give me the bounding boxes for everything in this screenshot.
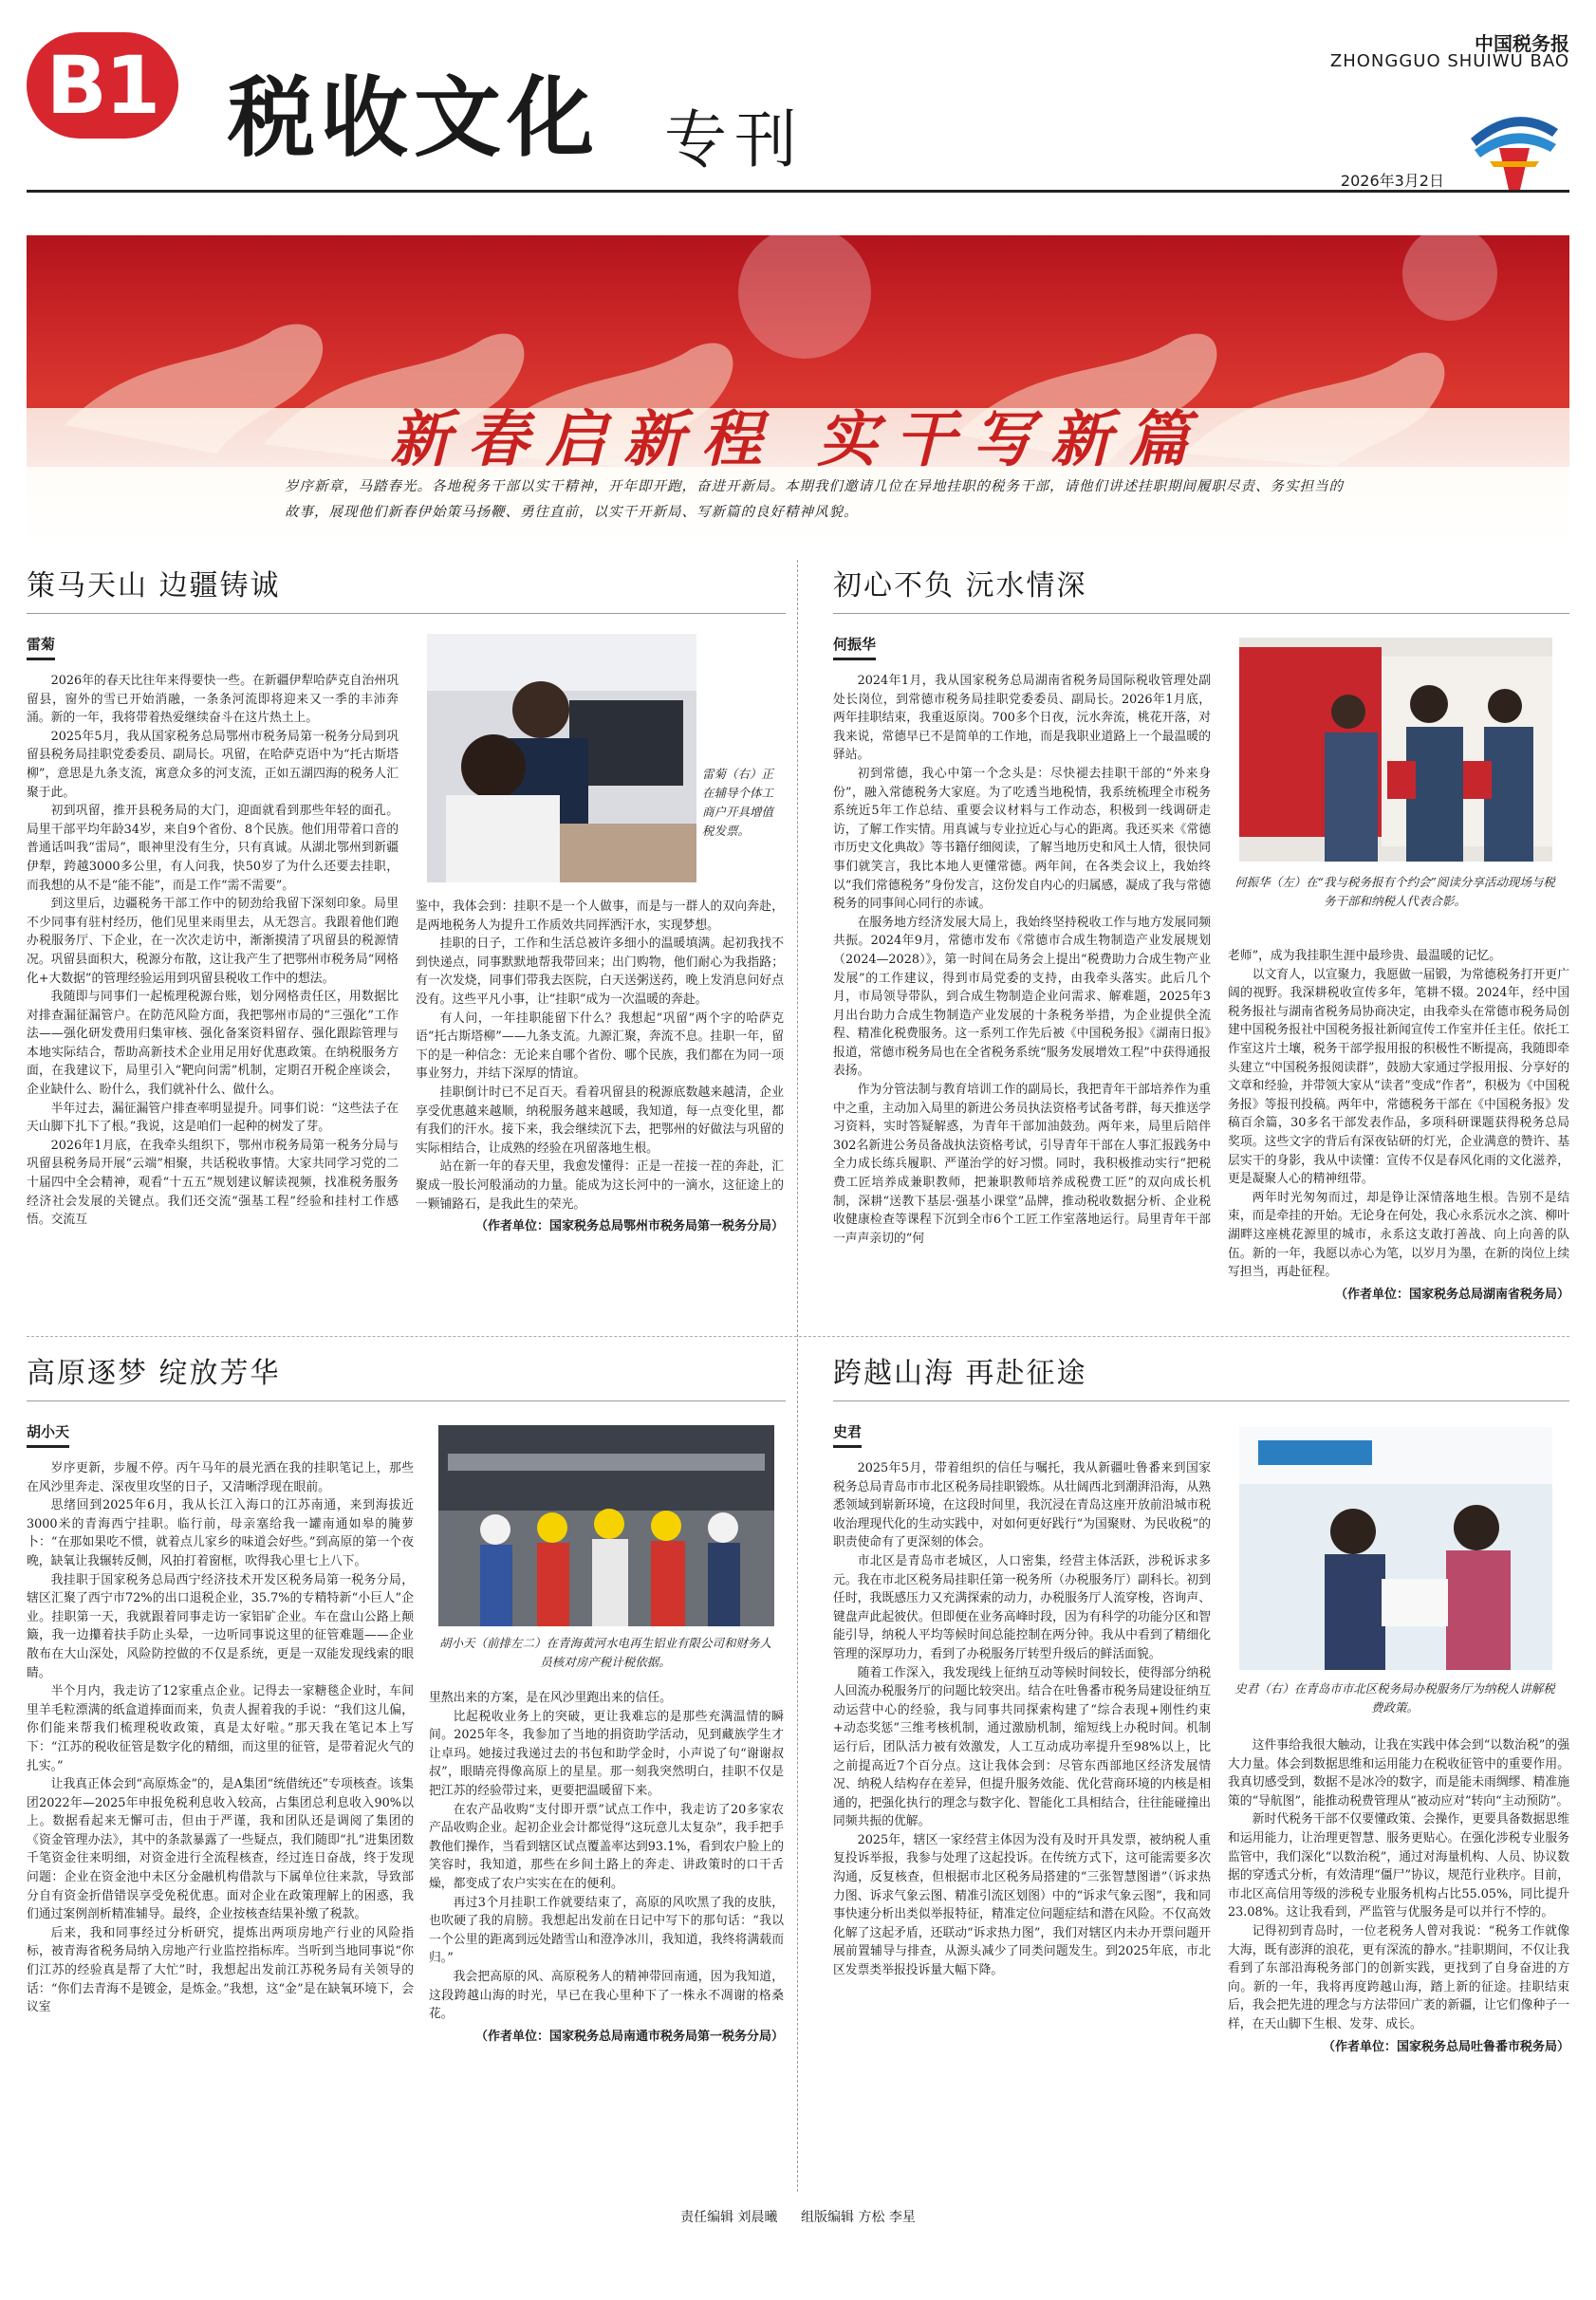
article-title: 策马天山 边疆铸诚 [27,569,281,603]
page-code-badge: B1 [27,32,178,139]
article-photo [427,634,696,882]
title-rule [833,613,1569,614]
article-column [27,1459,414,2017]
paragraph: 2026年1月底，在我牵头组织下，鄂州市税务局第一税务分局与巩留县税务局开展“云端”相聚，共话税收事情。大家共同学习党的二十届四中全会精神，观看“十五五”规划建议解读视频，找准税务服务经济社会发展的关键点。我们还交流“强基工程”经验和挂村工作感悟。交流互 [27,1138,399,1228]
issue-date: 2026年3月2日 [1340,172,1444,190]
section-subtitle: 专刊 [664,103,805,176]
article-photo [438,1425,774,1626]
paragraph: 站在新一年的春天里，我愈发懂得：正是一茬接一茬的奔赴，汇聚成一股长河般涌动的力量。能成为这长河中的一滴水，这征途上的一颗铺路石，是我此生的荣光。 [416,1159,784,1212]
title-rule [27,613,786,614]
paragraph: 在农产品收购“支付即开票”试点工作中，我走访了20多家农产品收购企业。起初企业会计都觉得“这玩意儿太复杂”，我手把手教他们操作，当看到辖区试点覆盖率达到93.1%，看到农户脸上的笑容时，我知道，那些在乡间土路上的奔走、讲政策时的口干舌燥，都变成了农户实实在在的便利。 [429,1802,784,1891]
paragraph: 2026年的春天比往年来得要快一些。在新疆伊犁哈萨克自治州巩留县，窗外的雪已开始消融，一条条河流即将迎来又一季的丰沛奔涌。新的一年，我将带着热爱继续奋斗在这片热土上。 [27,674,399,726]
paragraph: 记得初到青岛时，一位老税务人曾对我说：“税务工作就像大海，既有澎湃的浪花，更有深流的静水。”挂职期间，不仅让我看到了东部沿海税务部门的创新实践，更找到了自身奋进的方向。新的一年，我将再度跨越山海，踏上新的征途。挂职结束后，我会把先进的理念与方法带回广袤的新疆，让它们像种子一样，在天山脚下生根、发芽、成长。 [1228,1923,1569,2031]
paragraph: 以文育人，以宣聚力，我愿做一届锻，为常德税务打开更广阔的视野。我深耕税收宣传多年，笔耕不辍。2024年，经中国税务报社与湖南省税务局协商决定，由我牵头在常德市税务局创建中国税务报社中国税务报社新闻宣传工作室并任主任。依托工作室这片土壤，税务干部学报用报的积极性不断提高，我随即牵头建立“中国税务报阅读群”，鼓励大家通过学报用报、分享好的文章和经验，并带领大家从“读者”变成“作者”，积极为《中国税务报》等报刊投稿。两年中，常德税务干部在《中国税务报》发稿百余篇，30多名干部发表作品，多项科研课题获得税务总局奖项。这些文字的背后有深夜钻研的灯光，企业满意的赞许、基层实干的身影，我从中读懂：宣传不仅是春风化雨的文化滋养，更是凝聚人心的精神纽带。 [1228,967,1569,1187]
intro-text: 岁序新章，马踏春光。各地税务干部以实干精神，开年即开跑，奋进开新局。本期我们邀请几位在异地挂职的税务干部，请他们讲述挂职期间履职尽责、务实担当的故事，展现他们新春伊始策马扬鞭、勇往直前，以实干开新局、写新篇的良好精神风貌。 [285,479,1344,520]
newspaper-name-pinyin: ZHONGGUO SHUIWU BAO [1329,51,1569,71]
photo-caption: 胡小天（前排左二）在青海黄河水电再生铝业有限公司和财务人员核对房产税计税依据。 [438,1636,771,1669]
tax-logo-icon [1461,91,1568,195]
paragraph: 岁序更新，步履不停。丙午马年的晨光洒在我的挂职笔记上，那些在风沙里奔走、深夜里攻坚的日子，又清晰浮现在眼前。 [27,1461,414,1494]
page-footer [0,2207,1596,2226]
author-unit: （作者单位：国家税务总局湖南省税务局） [1334,1287,1569,1302]
article-author: 雷菊 [27,634,55,660]
paragraph: 2025年5月，我从国家税务总局鄂州市税务局第一税务分局到巩留县税务局挂职党委委员、副局长。巩留，在哈萨克语中为“托古斯塔柳”，意思是九条支流，寓意众多的河支流，正如五湖四海的税务人汇聚于此。 [27,729,399,800]
title-rule [833,1400,1569,1401]
paragraph: 2025年5月，带着组织的信任与嘱托，我从新疆吐鲁番来到国家税务总局青岛市市北区税务局挂职锻炼。从壮阔西北到潮湃沿海，从熟悉领域到崭新环境，在这段时间里，我沉浸在青岛这座开放前沿城市税收治理现代化的生动实践中，对如何更好践行“为国聚财、为民收税”的职责使命有了更深刻的体会。 [833,1461,1211,1550]
paragraph: 到这里后，边疆税务干部工作中的韧劲给我留下深刻印象。局里不少同事有驻村经历，他们见里来雨里去，从无怨言。我跟着他们跑办税服务厅、下企业，在一次次走访中，渐渐摸清了巩留县的税源情况。巩留县面积大，税源分布散，这让我产生了把鄂州市税务局“网格化+大数据”的管理经验运用到巩留县税收工作中的想法。 [27,897,399,986]
article-column [833,1459,1211,1980]
article-column [1228,947,1569,1304]
masthead-rule [27,190,1569,193]
article-title: 跨越山海 再赴征途 [833,1357,1087,1390]
article-author: 胡小天 [27,1421,69,1448]
paragraph: 让我真正体会到“高原炼金”的，是A集团“统借统还”专项核查。该集团2022年—2025年申报免税利息收入较高，占集团总利息收入90%以上。数据看起来无懈可击，但由于严谨，我和团队还是调阅了集团的《资金管理办法》，其中的条款暴露了一些疑点，我们随即“扎”进集团数千笔资金往来明细，对资金进行全流程核查，经过连日奋战，终于发现问题：企业在资金池中未区分金融机构借款与下属单位往来款，导致部分自有资金折借错误享受免税优惠。面对企业在政策理解上的困惑，我们通过案例剖析精准辅导。最终，企业按核查结果补缴了税款。 [27,1777,414,1922]
paragraph: 我会把高原的风、高原税务人的精神带回南通，因为我知道，这段跨越山海的时光，早已在我心里种下了一株永不凋谢的格桑花。 [429,1969,784,2022]
paragraph: 挂职倒计时已不足百天。看着巩留县的税源底数越来越清，企业享受优惠越来越顺，纳税服务越来越暖，我知道，每一点变化里，都有我们的汗水。接下来，我会继续沉下去，把鄂州的好做法与巩留的实际相结合，让成熟的经验在巩留落地生根。 [416,1085,784,1156]
newspaper-name: 中国税务报 [1475,32,1569,55]
article-column [429,1689,784,2046]
paragraph: 随着工作深入，我发现线上征纳互动等候时间较长，使得部分纳税人回流办税服务厅的问题比较突出。结合在吐鲁番市税务局建设征纳互动运营中心的经验，我与同事共同探索构建了“综合表现+刚性约束+动态奖惩”三维考核机制，通过激励机制，缩短线上办税时间。机制运行后，团队活力被有效激发，人工互动成功率提升至98%以上，比之前提高近7个百分点。这让我体会到：尽管东西部地区经济发展情况、纳税人结构存在差异，但提升服务效能、优化营商环境的内核是相通的，把强化执行的理念与数字化、智能化工具相结合，往往能碰撞出同频共振的优解。 [833,1665,1211,1829]
article-column [1228,1736,1569,2056]
paragraph: 后来，我和同事经过分析研究，提炼出两项房地产行业的风险指标，被青海省税务局纳入房地产行业监控指标库。当听到当地同事说“你们江苏的经验真是帮了大忙”时，我想起出发前江苏税务局有关领导的话：“你们去青海不是镀金，是炼金。”我想，这“金”是在缺氧环境下，会议室 [27,1925,414,2015]
paragraph: 这件事给我很大触动，让我在实践中体会到“以数治税”的强大力量。体会到数据思维和运用能力在税收征管中的重要作用。我真切感受到，数据不是冰冷的数字，而是能未雨绸缪、精准施策的“导航图”，能推动税费管理从“被动应对”转向“主动预防”。 [1228,1738,1569,1808]
paragraph: 思绪回到2025年6月，我从长江入海口的江苏南通，来到海拔近3000米的青海西宁挂职。临行前，母亲塞给我一罐南通如皋的腌萝卜：“在那如果吃不惯，就着点儿家乡的味道会好些。”到高原的第一个夜晚，缺氧让我辗转反侧，风拍打着窗框，吹得我心里七上八下。 [27,1498,414,1568]
photo-caption: 雷菊（右）正在辅导个体工商户开具增值税发票。 [702,767,774,838]
article-column [833,672,1211,1248]
paragraph: 2024年1月，我从国家税务总局湖南省税务局国际税收管理处副处长岗位，到常德市税务局挂职党委委员、副局长。2026年1月底，两年挂职结束，我重返原岗。700多个日夜，沅水奔流，桃花开落，对我来说，常德早已不是简单的工作地，而是我职业道路上一个最温暖的驿站。 [833,674,1211,763]
special-headline: 新春启新程 实干写新篇 [389,404,1207,475]
article-column [416,898,784,1236]
article-column [27,672,399,1230]
author-unit: （作者单位：国家税务总局吐鲁番市税务局） [1322,2039,1569,2054]
paragraph: 挂职的日子，工作和生活总被许多细小的温暖填满。起初我找不到快递点，同事默默地帮我带回来；出门购物，他们耐心为我指路；有一次发烧，同事们带我去医院，白天送粥送药，晚上发消息问好点没有。这些平凡小事，让“挂职”成为一次温暖的奔赴。 [416,937,784,1007]
author-unit: （作者单位：国家税务总局鄂州市税务局第一税务分局） [474,1219,784,1234]
photo-caption: 史君（右）在青岛市市北区税务局办税服务厅为纳税人讲解税费政策。 [1234,1681,1555,1715]
paragraph: 半年过去，漏征漏管户排查率明显提升。同事们说：“这些法子在天山脚下扎下了根。”我说，这是咱们一起种的树发了芽。 [27,1101,399,1135]
paragraph: 比起税收业务上的突破，更让我难忘的是那些充满温情的瞬间。2025年冬，我参加了当地的捐资助学活动，见到藏族学生才让卓玛。她接过我递过去的书包和助学金时，小声说了句“谢谢叔叔”，眼睛亮得像高原上的星星。那一刻我突然明白，挂职不仅是把江苏的经验带过来，更要把温暖留下来。 [429,1709,784,1798]
article-author: 史君 [833,1421,862,1448]
article-title: 高原逐梦 绽放芳华 [27,1357,281,1390]
paragraph: 我挂职于国家税务总局西宁经济技术开发区税务局第一税务分局，辖区汇聚了西宁市72%的出口退税企业，35.7%的专精特新“小巨人”企业。挂职第一天，我就跟着同事走访一家铝矿企业。车在盘山公路上颠簸，我一边攥着扶手防止头晕，一边听同事说这里的征管难题——企业散布在大山深处，风险防控做的不仅是系统，更是一双能发现线索的眼睛。 [27,1572,414,1680]
layout-credit: 组版编辑 方松 李星 [801,2210,916,2225]
paragraph: 作为分管法制与教育培训工作的副局长，我把青年干部培养作为重中之重，主动加入局里的新进公务员执法资格考试备考群，每天推送学习资料，实时答疑解惑，为青年干部加油鼓劲。两年来，局里后陪伴302名新进公务员备战执法资格考试，引导青年干部在人事汇报践务中全力成长练兵履职、严谨治学的好习惯。同时，我积极推动实行“把税费工匠培养成兼职教师，把兼职教师培养成税费工匠”的双向成长机制，深耕“送教下基层·强基小课堂”品牌，推动税收数据分析、企业税收健康检查等课程下沉到全市6个工匠工作室落地运行。局里青年干部一声声亲切的“何 [833,1083,1211,1246]
article-author: 何振华 [833,634,876,660]
paragraph: 有人问，一年挂职能留下什么？我想起“巩留”两个字的哈萨克语“托古斯塔柳”——九条支流。九源汇聚，奔流不息。挂职一年，留下的是一种信念：无论来自哪个省份、哪个民族，我们都在为同一项事业努力，并结下深厚的情谊。 [416,1011,784,1082]
paragraph: 我随即与同事们一起梳理税源台账，划分网格责任区，用数据比对排查漏征漏管户。在防范风险方面，我把鄂州市局的“三强化”工作法——强化研发费用归集审核、强化备案资料留存、强化跟踪管理与本地实际结合，帮助高新技术企业用足用好优惠政策。在纳税服务方面，在我建议下，局里引入“靶向问需”机制，定期召开税企座谈会，企业缺什么、盼什么，我们就补什么、做什么。 [27,990,399,1098]
author-unit: （作者单位：国家税务总局南通市税务局第一税务分局） [474,2029,784,2044]
paragraph: 在服务地方经济发展大局上，我始终坚持税收工作与地方发展同频共振。2024年9月，常德市发布《常德市合成生物制造产业发展规划（2024—2028）》，第一时间在局务会上提出“税费助力合成生物产业发展”的工作建议，得到市局党委的支持，由我牵头落实。此后几个月，市局领导带队，到合成生物制造企业问需求、解难题，2025年3月出台助力合成生物制造产业发展的十条税务举措，为企业提供全流程、精准化税费服务。这一系列工作先后被《中国税务报》《湖南日报》报道，常德市税务局也在全省税务系统“服务发展增效工程”中获得通报表扬。 [833,915,1211,1079]
editor-credit: 责任编辑 刘晨曦 [680,2210,778,2225]
paragraph: 鉴中，我体会到：挂职不是一个人做事，而是与一群人的双向奔赴，是两地税务人为提升工作质效共同挥洒汗水，实现梦想。 [416,900,784,933]
paragraph: 再过3个月挂职工作就要结束了，高原的风吹黑了我的皮肤，也吹硬了我的肩膀。我想起出发前在日记中写下的那句话：“我以一个公里的距离到远处踏雪山和澄净冰川，我知道，我终将满载而归。” [429,1895,784,1966]
row-divider [27,1336,1569,1337]
paragraph: 半个月内，我走访了12家重点企业。记得去一家糖毯企业时，车间里羊毛粒漂满的纸盒道捧面而来，负责人握着我的手说：“我们这儿偏，你们能来帮我们梳理税收政策，真是太好啦。”那天我在笔记本上写下：“江苏的税收征管是数字化的精细，而这里的征管，是带着泥火气的扎实。” [27,1684,414,1773]
paragraph: 老师”，成为我挂职生涯中最珍贵、最温暖的记忆。 [1228,949,1502,963]
title-rule [27,1400,786,1401]
paragraph: 初到常德，我心中第一个念头是：尽快褪去挂职干部的“外来身份”，融入常德税务大家庭。为了吃透当地税情，我系统梳理全市税务系统近5年工作总结、重要会议材料与工作动态，积极到一线调研走访，了解工作实情。用真诚与专业拉近心与心的距离。我还买来《常德市历史文化典故》等书籍仔细阅读，了解当地历史和风土人情，很快同事们就笑言，我比本地人更懂常德。两年间，在各类会议上，我始终以“我们常德税务”身份发言，这份发自内心的归属感，凝成了我与常德税务的同事间心同行的赤诚。 [833,766,1211,912]
photo-caption: 何振华（左）在“我与税务报有个约会”阅读分享活动现场与税务干部和纳税人代表合影。 [1234,875,1555,908]
paragraph: 2025年，辖区一家经营主体因为没有及时开具发票，被纳税人重复投诉举报，我参与处理了这起投诉。在传统方式下，这可能需要多次沟通，反复核查，但根据市北区税务局搭建的“三张智慧图谱”（诉求热力图、诉求气象云图、精准引流区划图）中的“诉求气象云图”，我和同事快速分析出类似举报特征，精准定位问题症结和潜在风险。不仅高效化解了这起矛盾，还联动“诉求热力图”，我们对辖区内未办开票问题开展前置辅导与排查，从源头减少了同类问题发生。到2025年底，市北区发票类举报投诉量大幅下降。 [833,1832,1211,1978]
paragraph: 里熬出来的方案，是在风沙里跑出来的信任。 [429,1691,672,1705]
paragraph: 初到巩留，推开县税务局的大门，迎面就看到那些年轻的面孔。局里干部平均年龄34岁，来自9个省份、8个民族。他们用带着口音的普通话叫我“雷局”，眼神里没有生分，只有真诚。从湖北鄂州到新疆伊犁，跨越3000多公里，有人问我，快50岁了为什么还要去挂职，而我想的从不是“能不能”，而是工作“需不需要”。 [27,804,399,893]
section-title: 税收文化 [228,67,601,169]
article-photo [1239,1427,1552,1670]
column-divider [797,560,798,2192]
paragraph: 市北区是青岛市老城区，人口密集，经营主体活跃，涉税诉求多元。我在市北区税务局挂职任第一税务所（办税服务厅）副科长。初到任时，我既感压力又充满探索的动力，办税服务厅人流穿梭，咨询声、键盘声此起彼伏。但即便在业务高峰时段，因为有科学的功能分区和智能引导，纳税人平均等候时间总能控制在两分钟。我从中看到了精细化管理的深厚功力，看到了办税服务厅转型升级后的鲜活面貌。 [833,1553,1211,1661]
paragraph: 新时代税务干部不仅要懂政策、会操作，更要具备数据思维和运用能力，让治理更智慧、服务更贴心。在强化涉税专业服务监管中，我们深化“以数治税”，通过对海量机构、人员、协议数据的穿透式分析，有效清理“僵尸”协议，规范行业秩序。目前，市北区高信用等级的涉税专业服务机构占比55.05%，同比提升23.08%。这让我看到，严监管与优服务是可以并行不悖的。 [1228,1812,1569,1920]
article-photo [1239,638,1552,862]
paragraph: 两年时光匆匆而过，却是铮让深情落地生根。告别不是结束，而是牵挂的开始。无论身在何处，我心永系沅水之滨、柳叶湖畔这座桃花源里的城市，永系这支敢打善战、向上向善的队伍。新的一年，我愿以赤心为笔，以岁月为墨，在新的岗位上续写担当，再赴征程。 [1228,1190,1569,1280]
article-title: 初心不负 沅水情深 [833,569,1087,603]
